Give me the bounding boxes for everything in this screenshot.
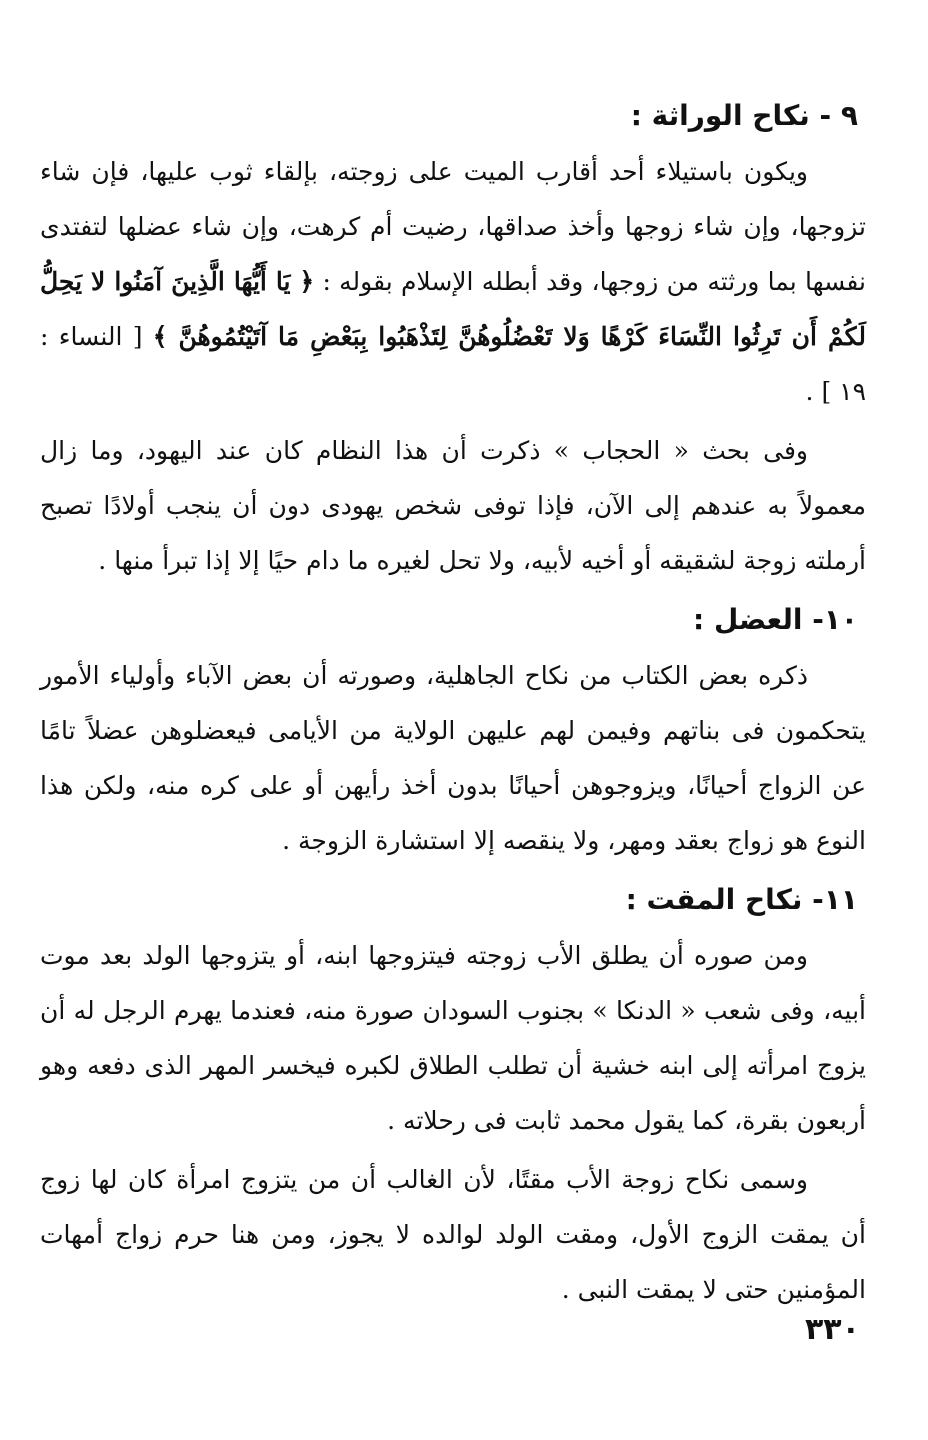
section-heading-adl: ١٠- العضل : — [693, 603, 858, 636]
paragraph-hijab-reference: وفى بحث « الحجاب » ذكرت أن هذا النظام كان عند اليهود، وما زال معمولاً به عندهم إلى الآن، فإذا توفى شخص يهودى دون أن ينجب أولادًا تصبح أرملته زوجة لشقيقه أو أخيه لأبيه، ولا تحل لغيره ما دام حيًا إلا إذا تبرأ منها . — [40, 436, 866, 575]
quran-verse: ﴿ يَا أَيُّهَا الَّذِينَ آمَنُوا لا يَحِلُّ لَكُمْ أَن تَرِثُوا النِّسَاءَ كَرْهًا وَلا تَعْضُلُوهُنَّ لِتَذْهَبُوا بِبَعْضِ مَا آتَيْتُمُوهُنَّ ﴾ — [40, 267, 866, 351]
paragraph-text: ويكون باستيلاء أحد أقارب الميت على زوجته، بإلقاء ثوب عليها، فإن شاء تزوجها، وإن شاء زوجها وأخذ صداقها، رضيت أم كرهت، وإن شاء عضلها لتفتدى نفسها بما ورثته من زوجها، وقد أبطله الإسلام بقوله : — [40, 157, 866, 296]
paragraph-maqt-forms: ومن صوره أن يطلق الأب زوجته فيتزوجها ابنه، أو يتزوجها الولد بعد موت أبيه، وفى شعب « الدنكا » بجنوب السودان صورة منه، فعندما يهرم الرجل له أن يزوج امرأته إلى ابنه خشية أن تطلب الطلاق لكبره فيخسر المهر الذى دفعه وهو أربعون بقرة، كما يقول محمد ثابت فى رحلاته . — [40, 941, 866, 1135]
paragraph-inheritance-marriage — [40, 144, 866, 419]
page-body — [40, 88, 866, 1321]
paragraph-adl: ذكره بعض الكتاب من نكاح الجاهلية، وصورته أن بعض الآباء وأولياء الأمور يتحكمون فى بناتهم وفيمن لهم عليهن الولاية من الأيامى فيعضلوهن عضلاً تامًا عن الزواج أحيانًا، ويزوجوهن أحيانًا بدون أخذ رأيهن أو على كره منه، ولكن هذا النوع هو زواج بعقد ومهر، ولا ينقصه إلا استشارة الزوجة . — [40, 661, 866, 855]
page-number: ٣٣٠ — [805, 1312, 860, 1347]
section-heading-inheritance-marriage: ٩ - نكاح الوراثة : — [630, 99, 858, 132]
paragraph-maqt-naming: وسمى نكاح زوجة الأب مقتًا، لأن الغالب أن من يتزوج امرأة كان لها زوج أن يمقت الزوج الأول، ومقت الولد لوالده لا يجوز، ومن هنا حرم زواج أمهات المؤمنين حتى لا يمقت النبى . — [40, 1165, 866, 1304]
verse-citation: [ النساء : ١٩ ] . — [40, 322, 866, 406]
section-heading-maqt-marriage: ١١- نكاح المقت : — [625, 883, 858, 916]
